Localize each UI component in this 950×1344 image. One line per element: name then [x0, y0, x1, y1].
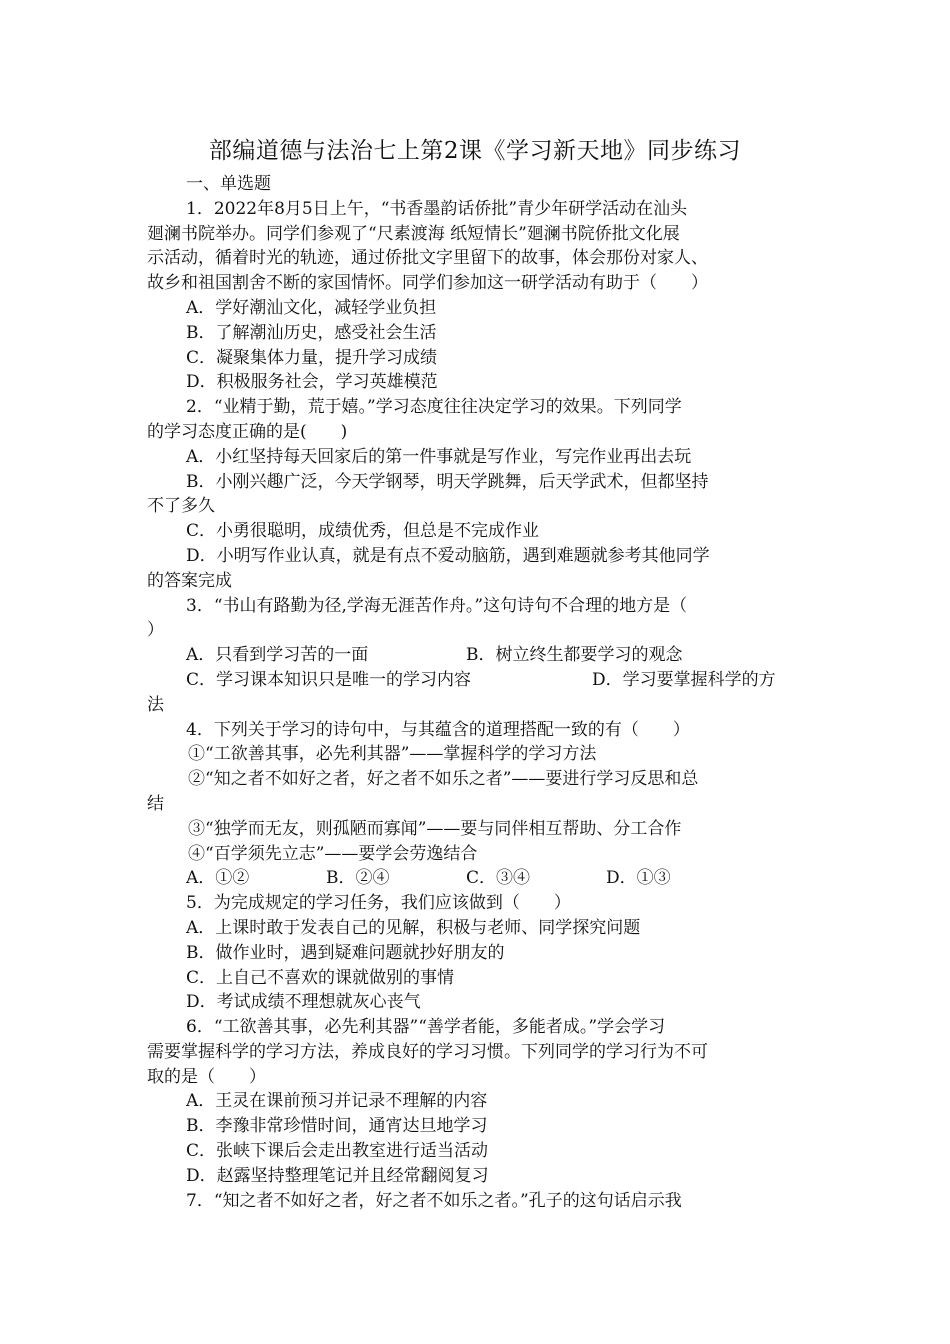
- question-2-option-a: A．小红坚持每天回家后的第一件事就是写作业，写完作业再出去玩: [186, 446, 692, 467]
- question-2-option-d: 的答案完成: [147, 570, 232, 591]
- question-4-item: 结: [147, 793, 164, 814]
- question-5-option-c: C．上自己不喜欢的课就做别的事情: [186, 967, 455, 988]
- question-5-option-a: A．上课时敢于发表自己的见解，积极与老师、同学探究问题: [186, 917, 641, 938]
- question-6-option-a: A．王灵在课前预习并记录不理解的内容: [186, 1091, 488, 1112]
- question-1-stem: 1．2022年8月5日上午，“书香墨韵话侨批”青少年研学活动在汕头: [186, 198, 688, 219]
- question-1-stem: 示活动，循着时光的轨迹，通过侨批文字里留下的故事，体会那份对家人、: [147, 248, 708, 269]
- question-3-option-a: A．只看到学习苦的一面: [186, 645, 369, 666]
- question-6-stem: 需要掌握科学的学习方法，养成良好的学习习惯。下列同学的学习行为不可: [147, 1041, 708, 1062]
- question-4-option-d: D．①③: [606, 868, 671, 889]
- section-heading: 一、单选题: [186, 174, 271, 194]
- question-1-option-a: A．学好潮汕文化，减轻学业负担: [186, 297, 437, 318]
- question-4-item: ②“知之者不如好之者，好之者不如乐之者”——要进行学习反思和总: [188, 769, 699, 790]
- question-1-stem: 故乡和祖国割舍不断的家国情怀。同学们参加这一研学活动有助于（ ）: [147, 273, 708, 294]
- question-3-option-c: C．学习课本知识只是唯一的学习内容: [186, 669, 472, 690]
- question-3-stem: ）: [147, 620, 164, 641]
- question-2-option-b: 不了多久: [147, 496, 215, 517]
- question-6-stem: 取的是（ ）: [147, 1066, 266, 1087]
- question-4-option-b: B．②④: [326, 868, 390, 889]
- question-5-option-b: B．做作业时，遇到疑难问题就抄好朋友的: [186, 942, 505, 963]
- question-7-stem: 7．“知之者不如好之者，好之者不如乐之者。”孔子的这句话启示我: [186, 1190, 682, 1211]
- question-3-options-row: [147, 668, 807, 693]
- question-2-option-b: B．小刚兴趣广泛，今天学钢琴，明天学跳舞，后天学武术，但都坚持: [186, 471, 709, 492]
- question-1-option-b: B．了解潮汕历史，感受社会生活: [186, 322, 437, 343]
- question-2-stem: 2．“业精于勤，荒于嬉。”学习态度往往决定学习的效果。下列同学: [186, 397, 682, 418]
- question-2-option-d: D．小明写作业认真，就是有点不爱动脑筋，遇到难题就参考其他同学: [186, 545, 710, 566]
- question-1-option-d: D．积极服务社会，学习英雄模范: [186, 372, 438, 393]
- question-4-item: ③“独学而无友，则孤陋而寡闻”——要与同伴相互帮助、分工合作: [188, 818, 682, 839]
- question-1-option-c: C．凝聚集体力量，提升学习成绩: [186, 347, 438, 368]
- question-4-options-row: [147, 866, 807, 891]
- question-6-option-c: C．张峡下课后会走出教室进行适当活动: [186, 1141, 489, 1162]
- question-3-option-d: 法: [147, 694, 164, 715]
- question-4-item: ④“百学须先立志”——要学会劳逸结合: [188, 843, 478, 864]
- question-4-item: ①“工欲善其事，必先利其器”——掌握科学的学习方法: [188, 744, 597, 765]
- question-2-stem: 的学习态度正确的是( ): [147, 421, 348, 442]
- page-title: 部编道德与法治七上第2课《学习新天地》同步练习: [208, 138, 742, 164]
- question-5-option-d: D．考试成绩不理想就灰心丧气: [186, 992, 421, 1013]
- question-6-option-d: D．赵露坚持整理笔记并且经常翻阅复习: [186, 1165, 489, 1186]
- question-4-option-c: C．③④: [466, 868, 531, 889]
- question-5-stem: 5．为完成规定的学习任务，我们应该做到（ ）: [186, 893, 571, 914]
- question-1-stem: 廻澜书院举办。同学们参观了“尺素渡海 纸短情长”廻澜书院侨批文化展: [147, 223, 680, 244]
- question-6-stem: 6．“工欲善其事，必先利其器”“善学者能，多能者成。”学会学习: [186, 1017, 666, 1038]
- question-3-stem: 3．“书山有路勤为径,学海无涯苦作舟。”这句诗句不合理的地方是（: [186, 595, 688, 616]
- question-4-option-a: A．①②: [186, 868, 250, 889]
- question-3-options-row: [147, 643, 807, 668]
- document-body: [147, 172, 807, 1213]
- question-2-option-c: C．小勇很聪明，成绩优秀，但总是不完成作业: [186, 521, 540, 542]
- question-3-option-d: D．学习要掌握科学的方: [592, 669, 776, 690]
- question-4-stem: 4．下列关于学习的诗句中，与其蕴含的道理搭配一致的有（ ）: [186, 719, 690, 740]
- question-6-option-b: B．李豫非常珍惜时间，通宵达旦地学习: [186, 1116, 488, 1137]
- question-3-option-b: B．树立终生都要学习的观念: [466, 645, 683, 666]
